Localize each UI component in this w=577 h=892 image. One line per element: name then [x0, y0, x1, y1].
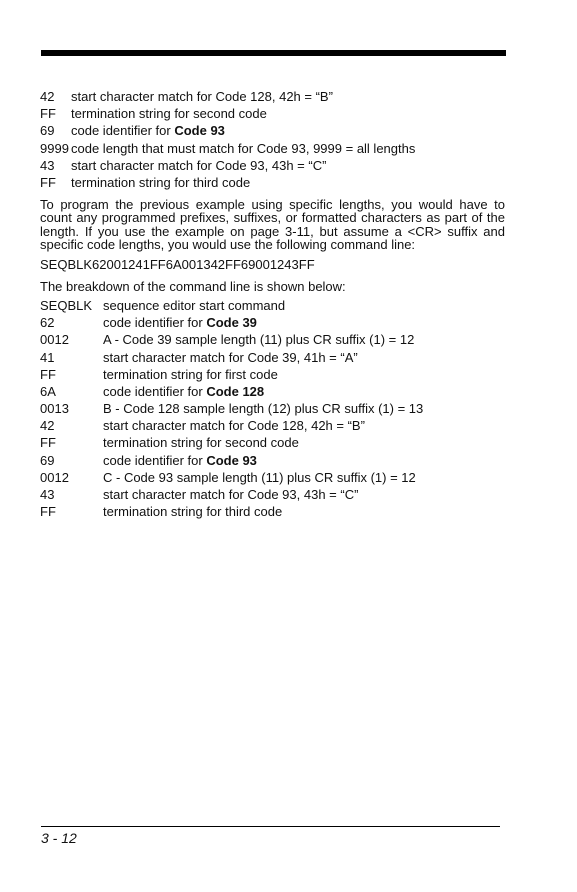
- code-cell: FF: [40, 504, 56, 520]
- table-row: [40, 383, 505, 400]
- description-cell: B - Code 128 sample length (12) plus CR suffix (1) = 13: [103, 401, 424, 417]
- description-cell: termination string for second code: [103, 435, 299, 451]
- description-cell: start character match for Code 39, 41h = “A”: [103, 349, 358, 365]
- table-row: [40, 452, 505, 469]
- table-row: [40, 400, 505, 417]
- table-row: [40, 157, 505, 174]
- table-row: [40, 434, 505, 451]
- header-rule: [41, 50, 506, 56]
- page-content: [40, 88, 505, 520]
- code-cell: 41: [40, 349, 55, 365]
- code-cell: 42: [40, 418, 55, 434]
- table-row: [40, 417, 505, 434]
- description-cell: termination string for third code: [103, 504, 283, 520]
- footer-rule: [41, 826, 500, 827]
- description-cell: termination string for third code: [71, 174, 251, 190]
- code-cell: FF: [40, 435, 56, 451]
- table-row: [40, 366, 505, 383]
- code-cell: FF: [40, 366, 56, 382]
- table-row: [40, 486, 505, 503]
- description-cell: termination string for first code: [103, 366, 278, 382]
- code-cell: 0013: [40, 401, 69, 417]
- table-row: [40, 105, 505, 122]
- code-cell: 0012: [40, 469, 69, 485]
- description-cell: code identifier for Code 128: [103, 383, 265, 399]
- description-cell: start character match for Code 93, 43h = “C”: [103, 487, 359, 502]
- table-row: [40, 88, 505, 105]
- table-row: [40, 122, 505, 139]
- table-row: [40, 297, 505, 314]
- table-row: [40, 174, 505, 191]
- code-cell: 69: [40, 452, 55, 468]
- table-row: [40, 331, 505, 348]
- code-cell: 62: [40, 315, 55, 331]
- code-cell: 43: [40, 157, 55, 173]
- description-cell: A - Code 39 sample length (11) plus CR suffix (1) = 12: [103, 332, 415, 348]
- code-cell: 0012: [40, 332, 69, 348]
- description-cell: C - Code 93 sample length (11) plus CR suffix (1) = 12: [103, 469, 416, 485]
- description-cell: code identifier for Code 93: [71, 123, 225, 139]
- table-row: [40, 140, 505, 157]
- description-cell: start character match for Code 128, 42h = “B”: [71, 89, 333, 104]
- code-cell: 42: [40, 89, 55, 104]
- table-row: [40, 503, 505, 520]
- explanation-paragraph: To program the previous example using specific lengths, you would have to count any programmed prefixes, suffixes, or formatted characters as part of the length. If you use the example on page 3-11, but assume a <CR> suffix and specific code lengths, you would use the following command line:: [40, 197, 505, 252]
- code-cell: SEQBLK: [40, 297, 93, 313]
- sequence-table-continued: [40, 88, 505, 191]
- description-cell: code length that must match for Code 93, 9999 = all lengths: [71, 140, 416, 156]
- description-cell: termination string for second code: [71, 106, 267, 122]
- code-cell: FF: [40, 174, 56, 190]
- code-cell: 43: [40, 487, 55, 502]
- table-row: [40, 349, 505, 366]
- command-line: SEQBLK62001241FF6A001342FF69001243FF: [40, 256, 315, 272]
- description-cell: start character match for Code 93, 43h = “C”: [71, 157, 327, 173]
- description-cell: code identifier for Code 93: [103, 452, 257, 468]
- code-cell: 69: [40, 123, 55, 139]
- command-breakdown-table: [40, 297, 505, 520]
- breakdown-intro: The breakdown of the command line is shown below:: [40, 278, 346, 294]
- code-cell: FF: [40, 106, 56, 122]
- page-number: 3 - 12: [41, 830, 77, 846]
- code-cell: 9999: [40, 140, 69, 156]
- description-cell: start character match for Code 128, 42h = “B”: [103, 418, 365, 434]
- description-cell: code identifier for Code 39: [103, 315, 257, 331]
- code-cell: 6A: [40, 383, 56, 399]
- table-row: [40, 314, 505, 331]
- description-cell: sequence editor start command: [103, 297, 286, 313]
- table-row: [40, 469, 505, 486]
